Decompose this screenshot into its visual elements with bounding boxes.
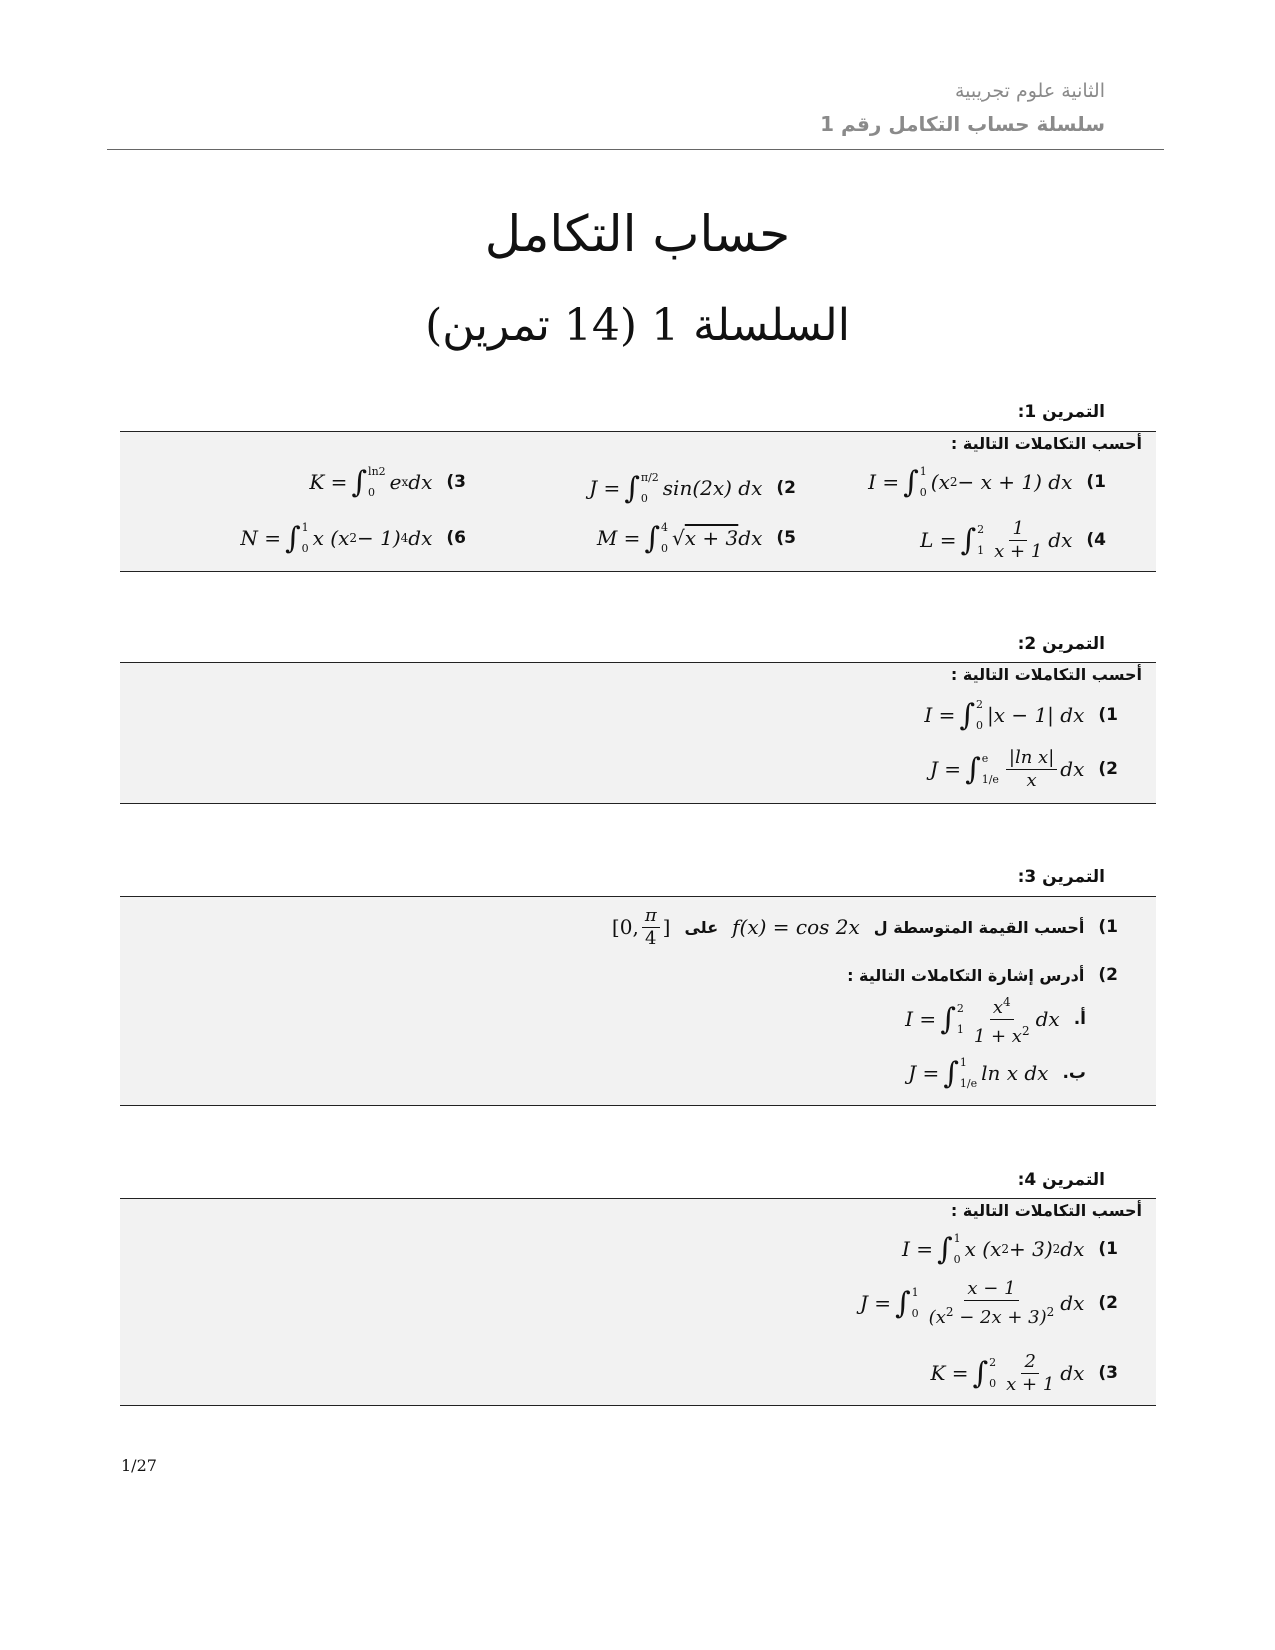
exercise-3-item-b: ب. J = ∫ 1 1/e ln x dx [908,1055,1086,1091]
math-formula: K = ∫ ln2 0 e x dx [309,464,433,500]
exercise-1-item-2: 2) J = ∫ π/2 0 sin(2x) dx [589,470,796,506]
exercise-4-label: التمرين 4: [1017,1170,1105,1190]
page-subtitle: السلسلة 1 (14 تمرين) [425,300,850,351]
exercise-1-box [120,431,1156,572]
header-level: الثانية علوم تجريبية [954,80,1105,102]
math-formula: J = ∫ π/2 0 sin(2x) dx [589,470,763,506]
header-divider [107,149,1164,150]
exercise-1-item-5: 5) M = ∫ 4 0 √ x + 3 dx [596,520,796,556]
math-formula: L = ∫ 2 1 $\frac{1}{x + 1}$ dx [920,517,1073,562]
exercise-1-label: التمرين 1: [1017,402,1105,422]
math-formula: J = ∫ 1 0 $\frac{x - 1}{(x^2 - 2x + 3)^2}$ dx [859,1277,1085,1328]
exercise-3-box [120,896,1156,1106]
math-formula: I = ∫ 1 0 (x 2 − x + 1) dx [868,464,1073,500]
exercise-3-item-2: 2) أدرس إشارة التكاملات التالية : [847,965,1118,985]
interval: [0, $\frac{\pi}{4}$ ] [611,904,671,949]
exercise-1-item-6: 6) N = ∫ 1 0 x (x 2 − 1) 4 dx [240,520,466,556]
exercise-2-item-1: 1) I = ∫ 2 0 |x − 1| dx [924,697,1118,733]
exercise-4-box [120,1198,1156,1406]
page-number: 1/27 [121,1456,157,1475]
exercise-2-instruction: أحسب التكاملات التالية : [950,665,1142,684]
page-title: حساب التكامل [484,205,791,263]
exercise-4-item-1: 1) I = ∫ 1 0 x (x 2 + 3) 2 dx [901,1231,1118,1267]
exercise-3-item-a: أ. I = ∫ 2 1 $\frac{x^4}{1 + x^2}$ dx [905,999,1086,1039]
exercise-2-box [120,662,1156,804]
exercise-4-item-3: 3) K = ∫ 2 0 $\frac{2}{x + 1}$ dx [930,1350,1118,1395]
exercise-2-label: التمرين 2: [1017,634,1105,654]
exercise-1-instruction: أحسب التكاملات التالية : [950,434,1142,453]
math-formula: J = ∫ 1 1/e ln x dx [908,1055,1049,1091]
math-formula: N = ∫ 1 0 x (x 2 − 1) 4 dx [240,520,433,556]
math-formula: I = ∫ 2 1 $\frac{x^4}{1 + x^2}$ dx [905,991,1060,1048]
exercise-1-item-1: 1) I = ∫ 1 0 (x 2 − x + 1) dx [868,464,1106,500]
exercise-4-instruction: أحسب التكاملات التالية : [950,1201,1142,1220]
exercise-3-label: التمرين 3: [1017,867,1105,887]
math-formula: f(x) = cos 2x [732,915,860,939]
exercise-1-item-4: 4) L = ∫ 2 1 $\frac{1}{x + 1}$ dx [920,517,1106,562]
math-formula: J = ∫ e 1/e $\frac{\text{|ln x|}}{x}$ dx [929,746,1085,791]
math-formula: K = ∫ 2 0 $\frac{2}{x + 1}$ dx [930,1350,1085,1395]
exercise-1-item-3: 3) K = ∫ ln2 0 e x dx [309,464,466,500]
math-formula: I = ∫ 2 0 |x − 1| dx [924,697,1085,733]
exercise-2-item-2: 2) J = ∫ e 1/e $\frac{\text{|ln x|}}{x}$ dx [929,746,1118,791]
header-series-title: سلسلة حساب التكامل رقم 1 [820,112,1105,136]
exercise-4-item-2: 2) J = ∫ 1 0 $\frac{x - 1}{(x^2 - 2x + 3)^2}$ dx [859,1277,1118,1328]
exercise-3-item-1: 1) أحسب القيمة المتوسطة ل f(x) = cos 2x على [0, $\frac{\pi}{4}$ ] [611,904,1118,949]
math-formula: I = ∫ 1 0 x (x 2 + 3) 2 dx [901,1231,1085,1267]
math-formula: M = ∫ 4 0 √ x + 3 dx [596,520,763,556]
